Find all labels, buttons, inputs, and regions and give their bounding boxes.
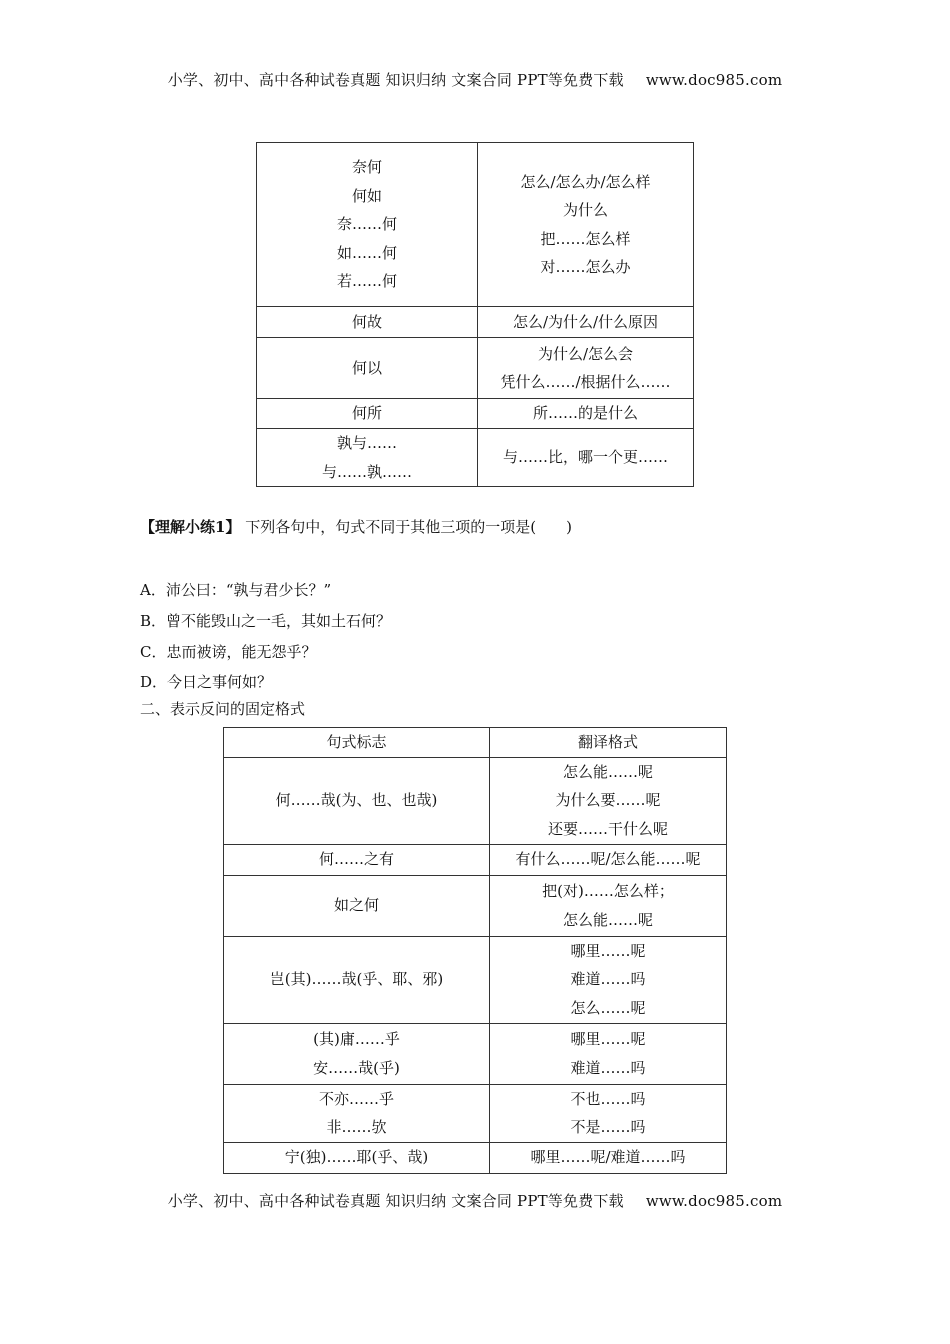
table1-row4-right: 所……的是什么 — [478, 399, 694, 429]
exercise-question — [140, 516, 572, 537]
page-footer — [0, 1190, 950, 1211]
header-text: 小学、初中、高中各种试卷真题 知识归纳 文案合同 PPT等免费下载 — [167, 71, 624, 89]
footer-url[interactable]: www.doc985.com — [645, 1192, 783, 1210]
table2-row1-left: 何……哉(为、也、也哉) — [224, 757, 490, 844]
table2-row4-right: 哪里……呢 难道……吗 怎么……呢 — [490, 936, 727, 1023]
section-title: 二、表示反问的固定格式 — [140, 700, 306, 718]
table2-row1-right: 怎么能……呢 为什么要……呢 还要……干什么呢 — [490, 757, 727, 844]
rhetorical-format-table — [223, 727, 727, 1174]
table2-row2-right: 有什么……呢/怎么能……呢 — [490, 844, 727, 875]
table2-row7-right: 哪里……呢/难道……吗 — [490, 1142, 727, 1173]
page-header — [0, 69, 950, 90]
table1-row2-right: 怎么/为什么/什么原因 — [478, 307, 694, 338]
fixed-format-table-1 — [256, 142, 694, 487]
footer-text: 小学、初中、高中各种试卷真题 知识归纳 文案合同 PPT等免费下载 — [167, 1192, 624, 1210]
table1-row1-left: 奈何 何如 奈……何 如……何 若……何 — [257, 143, 478, 307]
table1-row3-right: 为什么/怎么会 凭什么……/根据什么…… — [478, 338, 694, 399]
table1-row2-left: 何故 — [257, 307, 478, 338]
table2-row2-left: 何……之有 — [224, 844, 490, 875]
table1-row5-left: 孰与…… 与……孰…… — [257, 429, 478, 487]
table2-row5-left: (其)庸……乎 安……哉(乎) — [224, 1023, 490, 1084]
table1-row1-right: 怎么/怎么办/怎么样 为什么 把……怎么样 对……怎么办 — [478, 143, 694, 307]
table2-row3-right: 把(对)……怎么样； 怎么能……呢 — [490, 875, 727, 936]
table2-row4-left: 岂(其)……哉(乎、耶、邪) — [224, 936, 490, 1023]
header-url[interactable]: www.doc985.com — [645, 71, 783, 89]
table2-row5-right: 哪里……呢 难道……吗 — [490, 1023, 727, 1084]
option-c[interactable]: C．忠而被谤，能无怨乎？ — [140, 642, 317, 661]
table1-row4-left: 何所 — [257, 399, 478, 429]
option-d[interactable]: D．今日之事何如？ — [140, 673, 273, 692]
exercise-question-text: 下列各句中，句式不同于其他三项的一项是( ) — [245, 518, 572, 536]
table2-row6-left: 不亦……乎 非……欤 — [224, 1084, 490, 1142]
exercise-options — [140, 575, 391, 698]
table2-row6-right: 不也……吗 不是……吗 — [490, 1084, 727, 1142]
option-b[interactable]: B．曾不能毁山之一毛，其如土石何？ — [140, 611, 392, 630]
table2-header-right: 翻译格式 — [490, 728, 727, 758]
option-a[interactable]: A．沛公曰：“孰与君少长？” — [140, 581, 332, 599]
table1-row3-left: 何以 — [257, 338, 478, 399]
table2-row3-left: 如之何 — [224, 875, 490, 936]
table2-header-left: 句式标志 — [224, 728, 490, 758]
table1-row5-right: 与……比，哪一个更…… — [478, 429, 694, 487]
exercise-label: 【理解小练1】 — [140, 518, 241, 536]
table2-row7-left: 宁(独)……耶(乎、哉) — [224, 1142, 490, 1173]
